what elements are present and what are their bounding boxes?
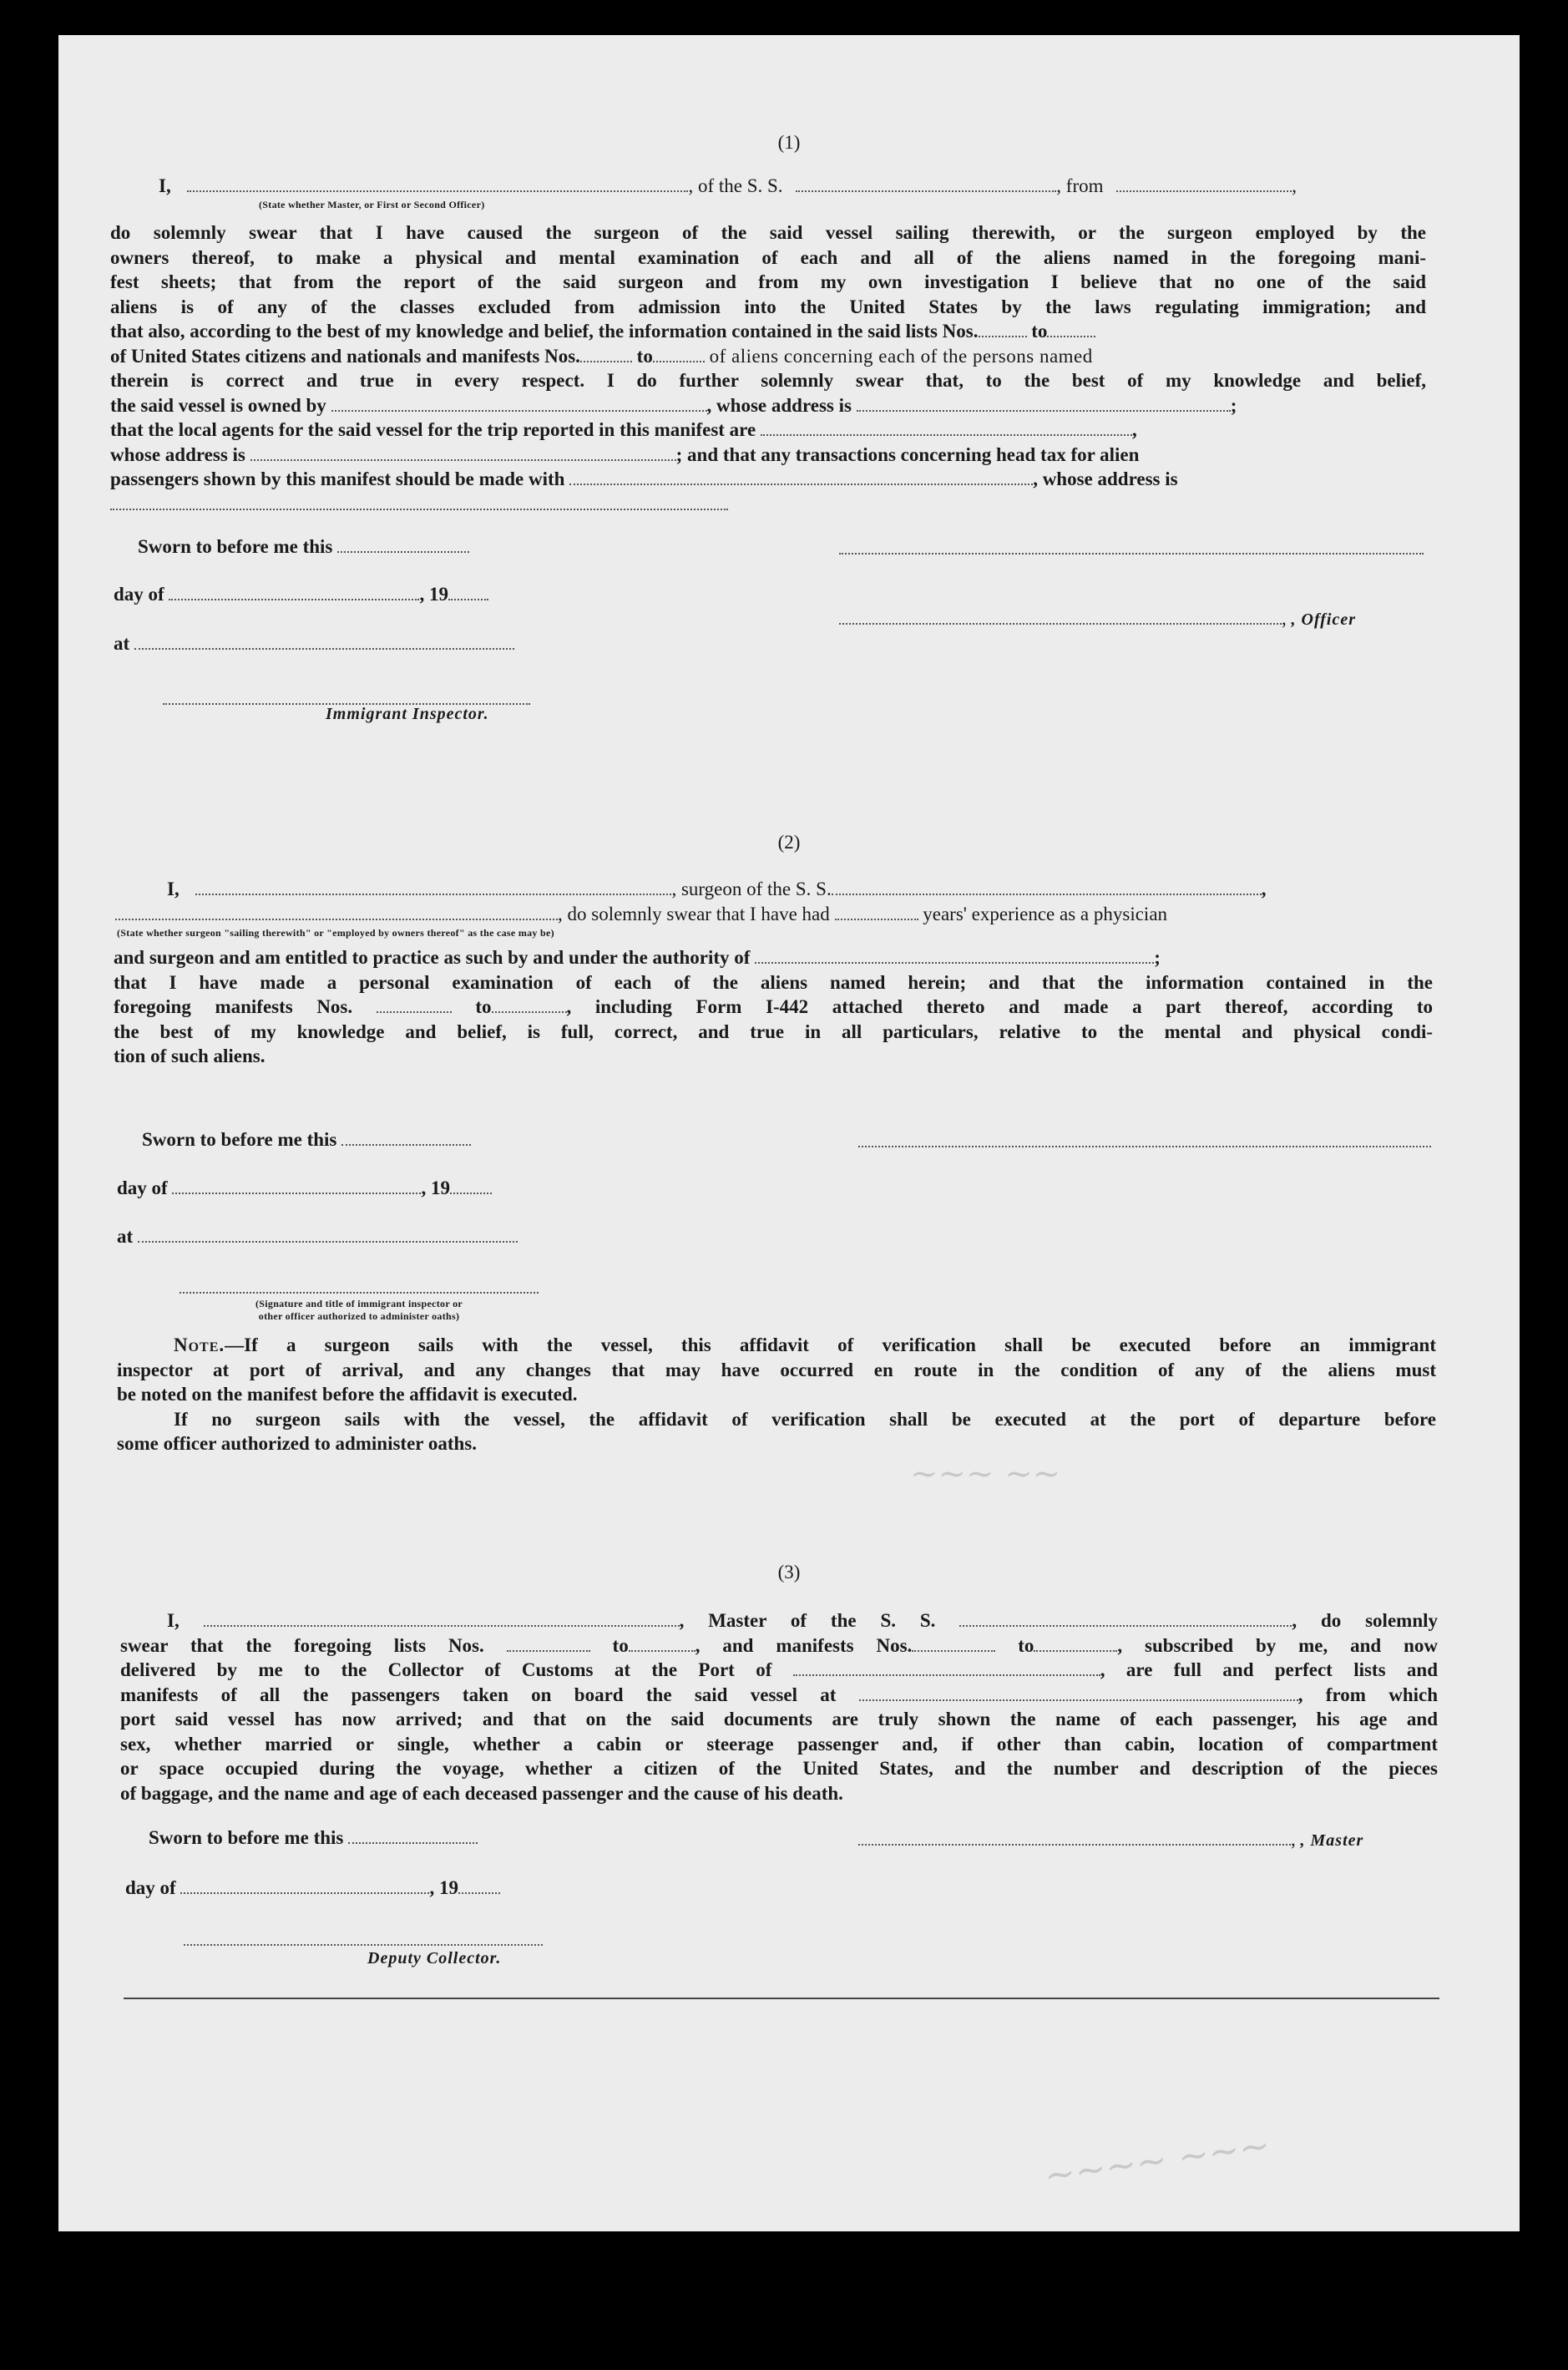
oath-line: tion of such aliens.	[114, 1046, 266, 1066]
section-2-header: I, , surgeon of the S. S. ,	[167, 879, 1267, 899]
head-tax-agent-field[interactable]	[569, 470, 1033, 485]
oath-line: manifests of all the passengers taken on board the said vessel at , from which	[120, 1684, 1439, 1705]
departure-port-field[interactable]	[859, 1686, 1298, 1701]
sworn-day-field[interactable]	[348, 1829, 478, 1844]
place-field[interactable]	[138, 1228, 518, 1243]
month-field[interactable]	[180, 1879, 429, 1894]
authority-field[interactable]	[755, 949, 1154, 964]
section-1-header: I, , of the S. S. , from ,	[159, 175, 1297, 196]
manifest-to-field[interactable]	[492, 998, 567, 1013]
year-field[interactable]	[458, 1879, 500, 1894]
immigrant-inspector-label: Immigrant Inspector.	[326, 705, 489, 723]
manifest-verification-page	[58, 35, 1520, 2231]
oath-line: or space occupied during the voyage, whether a citizen of the United States, and the number and description of the pieces	[120, 1758, 1438, 1779]
oath-line: and surgeon and am entitled to practice as such by and under the authority of ;	[114, 947, 1161, 968]
oath-line: owners thereof, to make a physical and mental examination of each and all of the aliens named in the foregoing mani-	[110, 246, 1426, 268]
surgeon-signature-field[interactable]	[858, 1146, 1431, 1147]
customs-port-field[interactable]	[793, 1661, 1100, 1676]
at-line-2: at	[117, 1226, 518, 1248]
bleed-through-handwriting: ~~~~ ~~~	[1041, 2124, 1273, 2198]
section-2-oath	[114, 945, 1433, 1069]
oath-line: that the local agents for the said vessel for the trip reported in this manifest are ,	[110, 419, 1137, 440]
oath-line: that also, according to the best of my knowledge and belief, the information contained in the said lists Nos. to	[110, 319, 1426, 344]
sworn-line-1: Sworn to before me this	[138, 536, 469, 558]
section-1-oath	[110, 220, 1426, 516]
list-from-field[interactable]	[507, 1637, 590, 1652]
vessel-name-field[interactable]	[796, 177, 1056, 192]
month-field[interactable]	[172, 1179, 421, 1194]
manifest-from-field[interactable]	[377, 998, 452, 1013]
list-to-field[interactable]	[1047, 322, 1095, 337]
owner-field[interactable]	[331, 397, 707, 412]
rank-field[interactable]	[187, 177, 688, 192]
oath-line: port said vessel has now arrived; and that on the said documents are truly shown the name of each passenger, his age and	[120, 1709, 1438, 1729]
oath-line: whose address is ; and that any transactions concerning head tax for alien	[110, 443, 1140, 465]
bleed-through-handwriting: ~~~ ~~	[910, 1455, 1061, 1493]
officer-signature-field[interactable]	[839, 553, 1424, 555]
oath-line: sex, whether married or single, whether a cabin or steerage passenger and, if other than cabin, location of compartment	[120, 1733, 1438, 1755]
day-line-3: day of , 19	[125, 1877, 500, 1899]
agents-address-field[interactable]	[250, 446, 676, 461]
note-line: be noted on the manifest before the affidavit is executed.	[117, 1384, 578, 1405]
note-line: inspector at port of arrival, and any changes that may have occurred en route in the condition of any of the aliens must	[117, 1359, 1436, 1380]
sworn-day-field[interactable]	[337, 538, 469, 553]
oath-line	[110, 492, 1426, 517]
section-3-number: (3)	[777, 1562, 801, 1583]
surgeon-type-field[interactable]	[115, 905, 558, 920]
oath-line: of United States citizens and nationals and manifests Nos. to of aliens concerning each of the persons named	[110, 345, 1093, 367]
oath-line: I, , Master of the S. S. , do solemnly	[167, 1610, 1438, 1631]
master-signature-field[interactable]	[858, 1831, 1291, 1846]
sworn-line-3: Sworn to before me this	[149, 1827, 478, 1849]
oath-line: delivered by me to the Collector of Customs at the Port of , are full and perfect lists and	[120, 1659, 1439, 1680]
note-line: Note.—If a surgeon sails with the vessel, this affidavit of verification shall be executed before an immigrant	[174, 1334, 1436, 1355]
place-field[interactable]	[134, 635, 514, 650]
oath-line: swear that the foregoing lists Nos. to , and manifests Nos. to , subscribed by me, and now	[120, 1634, 1439, 1656]
oath-line: therein is correct and true in every respect. I do further solemnly swear that, to the best of my knowledge and belief,	[110, 370, 1426, 391]
officer-name-field[interactable]	[839, 610, 1282, 625]
officer-line: , , Officer	[839, 608, 1356, 630]
month-field[interactable]	[169, 585, 419, 600]
years-experience-field[interactable]	[835, 905, 918, 920]
sworn-day-field[interactable]	[341, 1131, 471, 1146]
note-line: If no surgeon sails with the vessel, the affidavit of verification shall be executed at the port of departure before	[174, 1408, 1436, 1430]
from-port-field[interactable]	[1116, 177, 1292, 192]
master-name-field[interactable]	[204, 1612, 680, 1627]
master-vessel-field[interactable]	[959, 1612, 1292, 1627]
day-line-1: day of , 19	[114, 584, 488, 605]
oath-line: passengers shown by this manifest should be made with , whose address is	[110, 468, 1178, 489]
deputy-collector-signature-field[interactable]	[184, 1944, 543, 1946]
year-field[interactable]	[450, 1179, 492, 1194]
section-3-oath	[120, 1608, 1438, 1805]
oath-line: aliens is of any of the classes excluded from admission into the United States by the laws regulating immigration; and	[110, 296, 1426, 317]
manifest-from-field[interactable]	[912, 1637, 995, 1652]
surgeon-name-field[interactable]	[195, 880, 671, 895]
administering-officer-signature-field[interactable]	[180, 1292, 539, 1294]
at-line-1: at	[114, 633, 514, 655]
list-from-field[interactable]	[979, 322, 1027, 337]
oath-line: do solemnly swear that I have caused the surgeon of the said vessel sailing therewith, or the surgeon employed by the	[110, 222, 1426, 243]
year-field[interactable]	[448, 585, 488, 600]
day-line-2: day of , 19	[117, 1177, 492, 1199]
surgeon-type-caption: (State whether surgeon "sailing therewith" or "employed by owners thereof" as the case may be)	[117, 927, 554, 939]
from-label: , from	[1056, 175, 1104, 196]
manifest-to-field[interactable]	[1034, 1637, 1117, 1652]
oath-line: the best of my knowledge and belief, is full, correct, and true in all particulars, relative to the mental and physical condi-	[114, 1020, 1433, 1042]
list-to-field[interactable]	[629, 1637, 695, 1652]
section-2-line-2: , do solemnly swear that I have had years' experience as a physician	[115, 904, 1167, 925]
local-agents-field[interactable]	[761, 421, 1132, 436]
oath-line: fest sheets; that from the report of the said surgeon and from my own investigation I believe that no one of the said	[110, 271, 1426, 292]
pronoun-i: I,	[159, 175, 171, 196]
of-the-ss-label: , of the S. S.	[688, 175, 783, 196]
deputy-collector-label: Deputy Collector.	[367, 1949, 502, 1967]
oath-line: that I have made a personal examination of each of the aliens named herein; and that the information contained in the	[114, 971, 1433, 993]
oath-line: the said vessel is owned by , whose address is ;	[110, 394, 1237, 416]
surgeon-vessel-field[interactable]	[832, 880, 1262, 895]
head-tax-address-field[interactable]	[110, 495, 728, 510]
manifest-from-field[interactable]	[580, 347, 632, 362]
bottom-rule	[124, 1998, 1439, 1999]
note-line: some officer authorized to administer oaths.	[117, 1433, 477, 1454]
sworn-line-2: Sworn to before me this	[142, 1129, 471, 1151]
oath-line: of baggage, and the name and age of each deceased passenger and the cause of his death.	[120, 1782, 843, 1804]
rank-caption: (State whether Master, or First or Second Officer)	[259, 199, 485, 210]
administering-officer-caption: (Signature and title of immigrant inspector or other officer authorized to administer oaths)	[255, 1298, 463, 1322]
oath-line: foregoing manifests Nos. to , including Form I-442 attached thereto and made a part thereof, according to	[114, 996, 1433, 1017]
owner-address-field[interactable]	[857, 397, 1231, 412]
section-2-number: (2)	[777, 832, 801, 853]
manifest-to-field[interactable]	[653, 347, 705, 362]
master-signature-line: , , Master	[858, 1829, 1363, 1851]
section-2-note	[117, 1333, 1436, 1456]
section-1-number: (1)	[777, 132, 801, 153]
